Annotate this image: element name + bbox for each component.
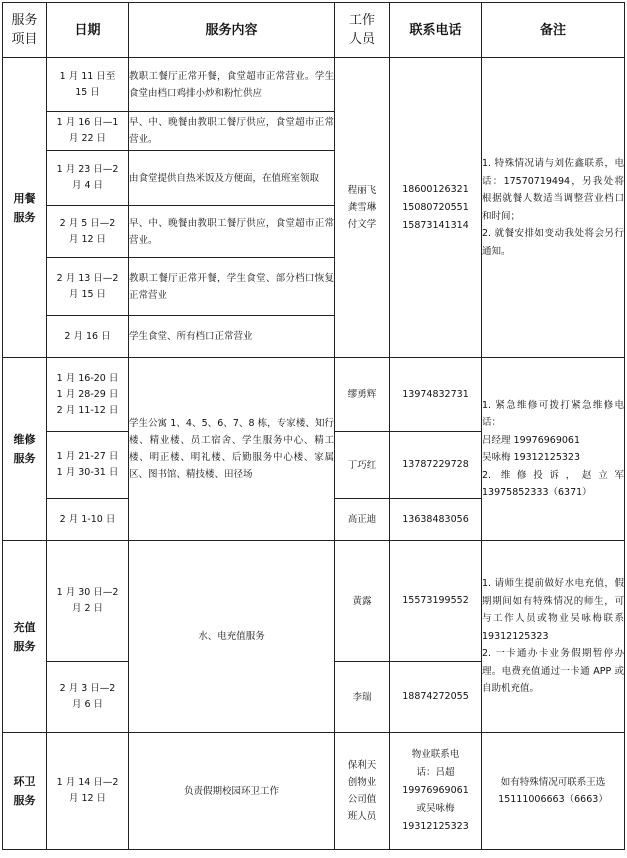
sanitation-category: 环卫 服务 (3, 733, 47, 850)
dining-date-2: 1 月 16 日—1 月 22 日 (47, 112, 129, 151)
repair-date-1: 1 月 16-20 日 1 月 28-29 日 2 月 11-12 日 (47, 358, 129, 432)
dining-category: 用餐 服务 (3, 58, 47, 358)
header-phone: 联系电话 (390, 3, 482, 58)
dining-content-4: 早、中、晚餐由教职工餐厅供应，食堂超市正常营业。 (129, 206, 335, 258)
recharge-row-1 (3, 541, 625, 662)
repair-category: 维修 服务 (3, 358, 47, 541)
recharge-staff-1: 黄露 (335, 541, 390, 662)
recharge-note: 1. 请师生提前做好水电充值，假期期间如有特殊情况的师生，可与工作人员或物业吴咏梅联系 19312125323 2. 一卡通办卡业务假期暂停办理。电费充值通过一卡通 APP 或自助机充值。 (482, 541, 625, 733)
dining-date-1: 1 月 11 日至 15 日 (47, 58, 129, 112)
dining-staff: 程丽飞 龚雪琳 付文学 (335, 58, 390, 358)
dining-row-1 (3, 58, 625, 112)
dining-date-5: 2 月 13 日—2 月 15 日 (47, 258, 129, 316)
repair-row-1 (3, 358, 625, 432)
sanitation-phone: 物业联系电 话：吕超 19976969061 或吴咏梅 19312125323 (390, 733, 482, 850)
repair-date-3: 2 月 1-10 日 (47, 499, 129, 541)
dining-date-3: 1 月 23 日—2 月 4 日 (47, 151, 129, 206)
recharge-phone-1: 15573199552 (390, 541, 482, 662)
sanitation-date: 1 月 14 日—2 月 12 日 (47, 733, 129, 850)
repair-phone-1: 13974832731 (390, 358, 482, 432)
sanitation-staff: 保利天 创物业 公司值 班人员 (335, 733, 390, 850)
repair-staff-3: 高正迪 (335, 499, 390, 541)
header-note: 备注 (482, 3, 625, 58)
recharge-date-2: 2 月 3 日—2 月 6 日 (47, 662, 129, 733)
dining-date-6: 2 月 16 日 (47, 316, 129, 358)
recharge-date-1: 1 月 30 日—2 月 2 日 (47, 541, 129, 662)
header-staff: 工作 人员 (335, 3, 390, 58)
repair-content: 学生公寓 1、4、5、6、7、8 栋，专家楼、知行楼、精业楼、员工宿舍、学生服务中心、精工楼、明正楼、明礼楼、后勤服务中心楼、家属区、图书馆、精技楼、田径场 (129, 358, 335, 541)
header-content: 服务内容 (129, 3, 335, 58)
sanitation-content: 负责假期校园环卫工作 (129, 733, 335, 850)
dining-content-6: 学生食堂、所有档口正常营业 (129, 316, 335, 358)
repair-phone-2: 13787229728 (390, 432, 482, 499)
repair-note: 1. 紧急维修可拨打紧急维修电话： 吕经理 19976969061 吴咏梅 19312125323 2. 维修投诉，赵立军 13975852333（6371） (482, 358, 625, 541)
dining-content-5: 教职工餐厅正常开餐，学生食堂、部分档口恢复正常营业 (129, 258, 335, 316)
recharge-staff-2: 李瑞 (335, 662, 390, 733)
repair-staff-2: 丁巧红 (335, 432, 390, 499)
header-category: 服务 项目 (3, 3, 47, 58)
recharge-category: 充值 服务 (3, 541, 47, 733)
sanitation-row (3, 733, 625, 850)
service-schedule-table (2, 2, 625, 850)
repair-phone-3: 13638483056 (390, 499, 482, 541)
dining-date-4: 2 月 5 日—2 月 12 日 (47, 206, 129, 258)
dining-content-1: 教职工餐厅正常开餐，食堂超市正常营业。学生食堂由档口鸡排小炒和粉忙供应 (129, 58, 335, 112)
header-date: 日期 (47, 3, 129, 58)
sanitation-note: 如有特殊情况可联系王选 15111006663（6663） (482, 733, 625, 850)
recharge-phone-2: 18874272055 (390, 662, 482, 733)
recharge-content: 水、电充值服务 (129, 541, 335, 733)
dining-content-3: 由食堂提供自热米饭及方便面，在值班室领取 (129, 151, 335, 206)
dining-phones: 18600126321 15080720551 15873141314 (390, 58, 482, 358)
dining-content-2: 早、中、晚餐由教职工餐厅供应，食堂超市正常营业。 (129, 112, 335, 151)
repair-date-2: 1 月 21-27 日 1 月 30-31 日 (47, 432, 129, 499)
dining-note: 1. 特殊情况请与刘佐鑫联系，电话：17570719494，另我处将根据就餐人数适当调整营业档口和时间； 2. 就餐安排如变动我处将会另行通知。 (482, 58, 625, 358)
header-row (3, 3, 625, 58)
repair-staff-1: 缪勇辉 (335, 358, 390, 432)
